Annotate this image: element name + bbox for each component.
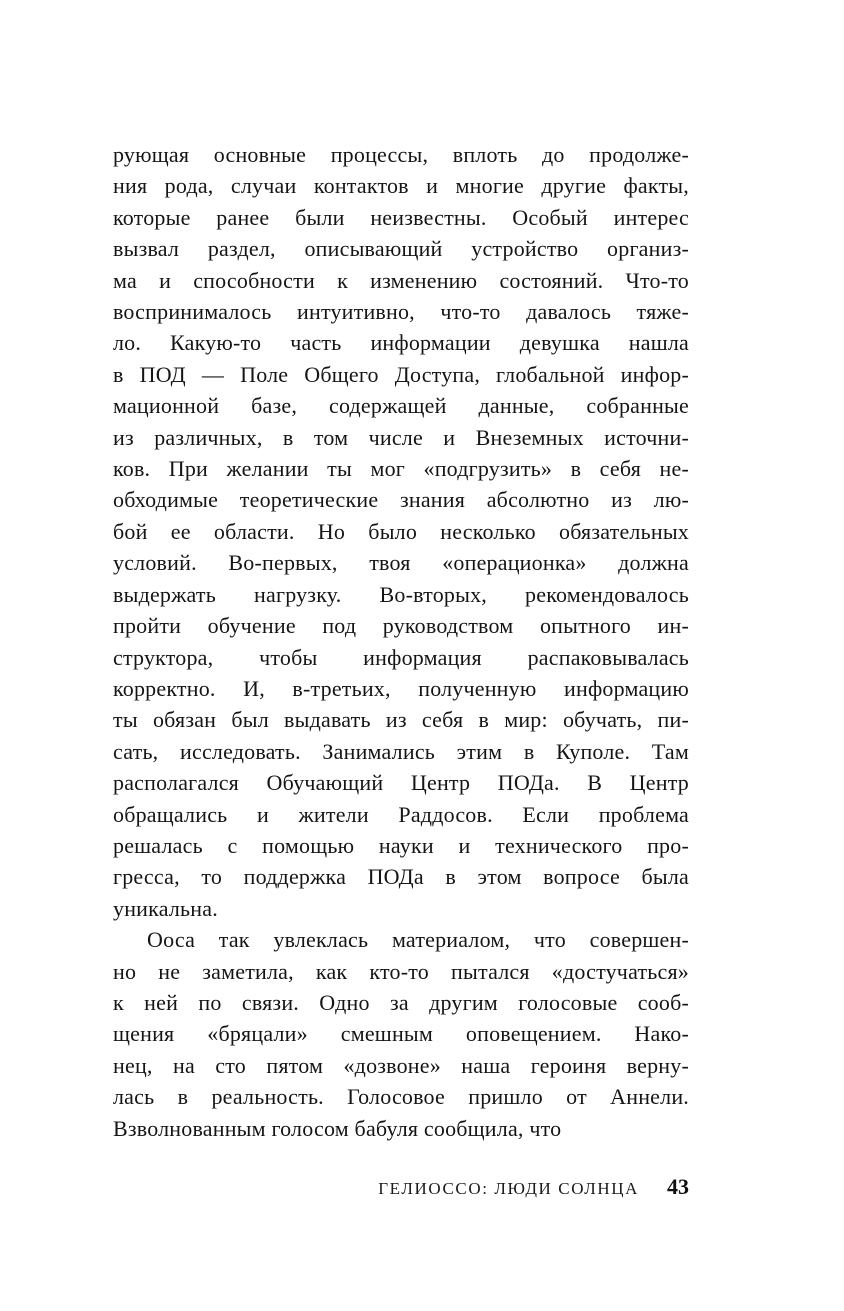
paragraph-1 xyxy=(113,139,689,924)
text-line: но не заметила, как кто-то пытался «достучаться» xyxy=(113,958,689,984)
text-line: ты обязан был выдавать из себя в мир: обучать, пи- xyxy=(113,707,689,733)
text-line: к ней по связи. Одно за другим голосовые сооб- xyxy=(113,989,689,1015)
page-number: 43 xyxy=(667,1174,689,1199)
text-line: которые ранее были неизвестны. Особый интерес xyxy=(113,204,689,230)
text-line: сать, исследовать. Занимались этим в Куполе. Там xyxy=(113,738,689,764)
text-line: ло. Какую-то часть информации девушка нашла xyxy=(113,330,689,356)
text-line: щения «бряцали» смешным оповещением. Нако- xyxy=(113,1021,689,1047)
text-line: ма и способности к изменению состояний. Что-то xyxy=(113,267,689,293)
text-line: корректно. И, в-третьих, полученную информацию xyxy=(113,675,689,701)
text-line: уникальна. xyxy=(113,895,218,921)
text-line: вызвал раздел, описывающий устройство организ- xyxy=(113,236,689,262)
paragraph-2 xyxy=(113,924,689,1144)
text-line: Взволнованным голосом бабуля сообщила, что xyxy=(113,1115,562,1141)
text-line: обходимые теоретические знания абсолютно из лю- xyxy=(113,487,689,513)
text-line: обращались и жители Раддосов. Если проблема xyxy=(113,801,689,827)
page-text-block xyxy=(113,139,689,1144)
text-line: ков. При желании ты мог «подгрузить» в себя не- xyxy=(113,456,689,482)
text-line: пройти обучение под руководством опытного ин- xyxy=(113,613,689,639)
text-line: воспринималось интуитивно, что-то давалось тяже- xyxy=(113,299,689,325)
text-line: Ооса так увлеклась материалом, что совершен- xyxy=(147,927,689,953)
text-line: располагался Обучающий Центр ПОДа. В Центр xyxy=(113,770,689,796)
running-title: ГЕЛИОССО: ЛЮДИ СОЛНЦА xyxy=(378,1179,639,1198)
text-line: нец, на сто пятом «дозвоне» наша героиня верну- xyxy=(113,1052,689,1078)
text-line: бой ее области. Но было несколько обязательных xyxy=(113,518,689,544)
text-line: структора, чтобы информация распаковывалась xyxy=(113,644,689,670)
text-line: решалась с помощью науки и технического про- xyxy=(113,832,689,858)
text-line: из различных, в том числе и Внеземных источни- xyxy=(113,424,689,450)
text-line: рующая основные процессы, вплоть до продолже- xyxy=(113,142,689,167)
text-line: мационной базе, содержащей данные, собранные xyxy=(113,393,689,419)
text-line: выдержать нагрузку. Во-вторых, рекомендовалось xyxy=(113,581,689,607)
text-line: ния рода, случаи контактов и многие другие факты, xyxy=(113,173,689,199)
text-line: в ПОД — Поле Общего Доступа, глобальной инфор- xyxy=(113,361,689,387)
text-line: лась в реальность. Голосовое пришло от Аннели. xyxy=(113,1084,689,1110)
text-line: гресса, то поддержка ПОДа в этом вопросе была xyxy=(113,864,689,890)
page-footer xyxy=(113,1174,689,1200)
text-line: условий. Во-первых, твоя «операционка» должна xyxy=(113,550,689,576)
